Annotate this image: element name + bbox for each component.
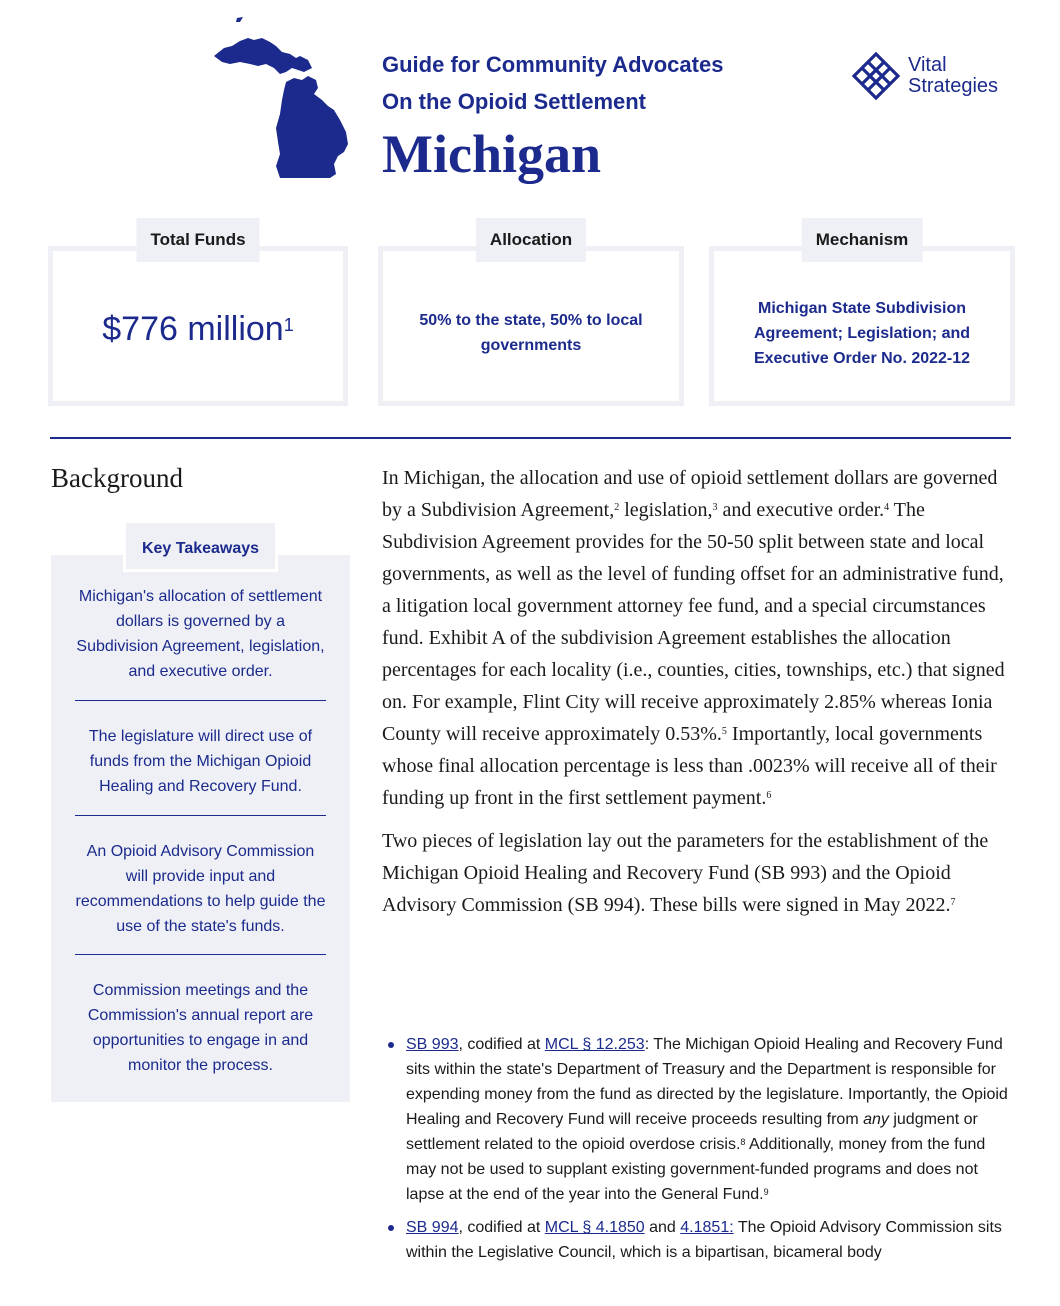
footnote-1[interactable]: 1 <box>283 314 294 335</box>
mcl-12253-link[interactable]: MCL § 12.253 <box>544 1036 645 1053</box>
footnote-6[interactable]: 6 <box>766 790 772 801</box>
total-funds-value: $776 million <box>102 309 284 348</box>
key-takeaways-label: Key Takeaways <box>123 520 278 572</box>
key-takeaway-item: The legislature will direct use of funds from the Michigan Opioid Healing and Recovery Fund. <box>88 728 313 795</box>
mechanism-card <box>709 230 1015 406</box>
total-funds-label: Total Funds <box>136 218 259 262</box>
total-funds-value-wrap <box>68 246 328 406</box>
mcl-41851-link[interactable]: 4.1851: <box>680 1219 734 1236</box>
mechanism-label: Mechanism <box>802 218 923 262</box>
total-funds-card <box>48 230 348 406</box>
footnote-8[interactable]: 8 <box>740 1137 746 1147</box>
footnote-3[interactable]: 3 <box>712 502 718 513</box>
logo-text-line1: Vital <box>908 54 947 76</box>
mcl-41850-link[interactable]: MCL § 4.1850 <box>544 1219 645 1236</box>
michigan-map-icon <box>210 16 355 181</box>
page-title: Michigan <box>382 124 602 184</box>
vital-strategies-logo-icon <box>850 50 902 102</box>
guide-subtitle-line2: On the Opioid Settlement <box>382 89 647 114</box>
legislation-list <box>382 1032 1012 1273</box>
footnote-5[interactable]: 5 <box>721 726 727 737</box>
sb994-link[interactable]: SB 994 <box>406 1219 459 1236</box>
allocation-card <box>378 230 684 406</box>
allocation-value: 50% to the state, 50% to local governments <box>419 312 643 354</box>
footnote-9[interactable]: 9 <box>763 1187 769 1197</box>
key-takeaway-divider <box>75 954 326 955</box>
footnote-4[interactable]: 4 <box>884 502 890 513</box>
key-takeaway-item: Michigan's allocation of settlement dollars is governed by a Subdivision Agreement, legislation, and executive order. <box>76 588 325 680</box>
list-item-sb994: SB 994, codified at MCL § 4.1850 and 4.1851: The Opioid Advisory Commission sits within the Legislative Council, which is a bipartisan, bicameral body <box>382 1215 1012 1265</box>
bullet-icon <box>388 1042 394 1048</box>
bullet-icon <box>388 1225 394 1231</box>
section-divider <box>50 437 1011 439</box>
paragraph-1: In Michigan, the allocation and use of opioid settlement dollars are governed by a Subdivision Agreement,$^2$ legislation,$^3$ and executive order.$^4$ The Subdivision Agreement provides for the 50-50 split between state and local governments, as well as the level of funding offset for an administrative fund, a litigation local government attorney fee fund, and a special circumstances fund. Exhibit A of the subdivision Agreement establishes the allocation percentages for each locality (i.e., counties, cities, townships, etc.) that signed on. For example, Flint City will receive approximately 2.85% whereas Ionia County will receive approximately 0.53%.$^5$ Importantly, local governments whose final allocation percentage is less than .0023% will receive all of their funding up front in the first settlement payment.$^6$ <box>382 467 1005 809</box>
logo-text-line2: Strategies <box>908 75 999 97</box>
key-takeaway-divider <box>75 700 326 701</box>
footnote-7[interactable]: 7 <box>950 897 956 908</box>
paragraph-2: Two pieces of legislation lay out the parameters for the establishment of the Michigan Opioid Healing and Recovery Fund (SB 993) and the Opioid Advisory Commission (SB 994). These bills were signed in May 2022.$^7$ <box>382 830 989 916</box>
body-text <box>382 462 1012 932</box>
key-takeaway-item: An Opioid Advisory Commission will provide input and recommendations to help guide the use of the state's funds. <box>75 843 326 935</box>
sb993-link[interactable]: SB 993 <box>406 1036 459 1053</box>
key-takeaway-divider <box>75 815 326 816</box>
background-heading: Background <box>51 463 183 493</box>
allocation-label: Allocation <box>476 218 586 262</box>
guide-subtitle-line1: Guide for Community Advocates <box>382 52 724 77</box>
footnote-2[interactable]: 2 <box>614 502 620 513</box>
mechanism-value: Michigan State Subdivision Agreement; Legislation; and Executive Order No. 2022-12 <box>753 299 971 367</box>
vital-strategies-logo[interactable] <box>850 50 998 102</box>
list-item-sb993: SB 993, codified at MCL § 12.253: The Michigan Opioid Healing and Recovery Fund sits within the state's Department of Treasury and the Department is responsible for expending money from the fund as directed by the legislature. Importantly, the Opioid Healing and Recovery Fund will receive proceeds resulting from any judgment or settlement related to the opioid overdose crisis.$^8$ Additionally, money from the fund may not be used to supplant existing government-funded programs and does not lapse at the end of the year into the General Fund.$^9$ <box>382 1032 1012 1207</box>
key-takeaway-item: Commission meetings and the Commission's annual report are opportunities to engage in and monitor the process. <box>87 982 314 1074</box>
